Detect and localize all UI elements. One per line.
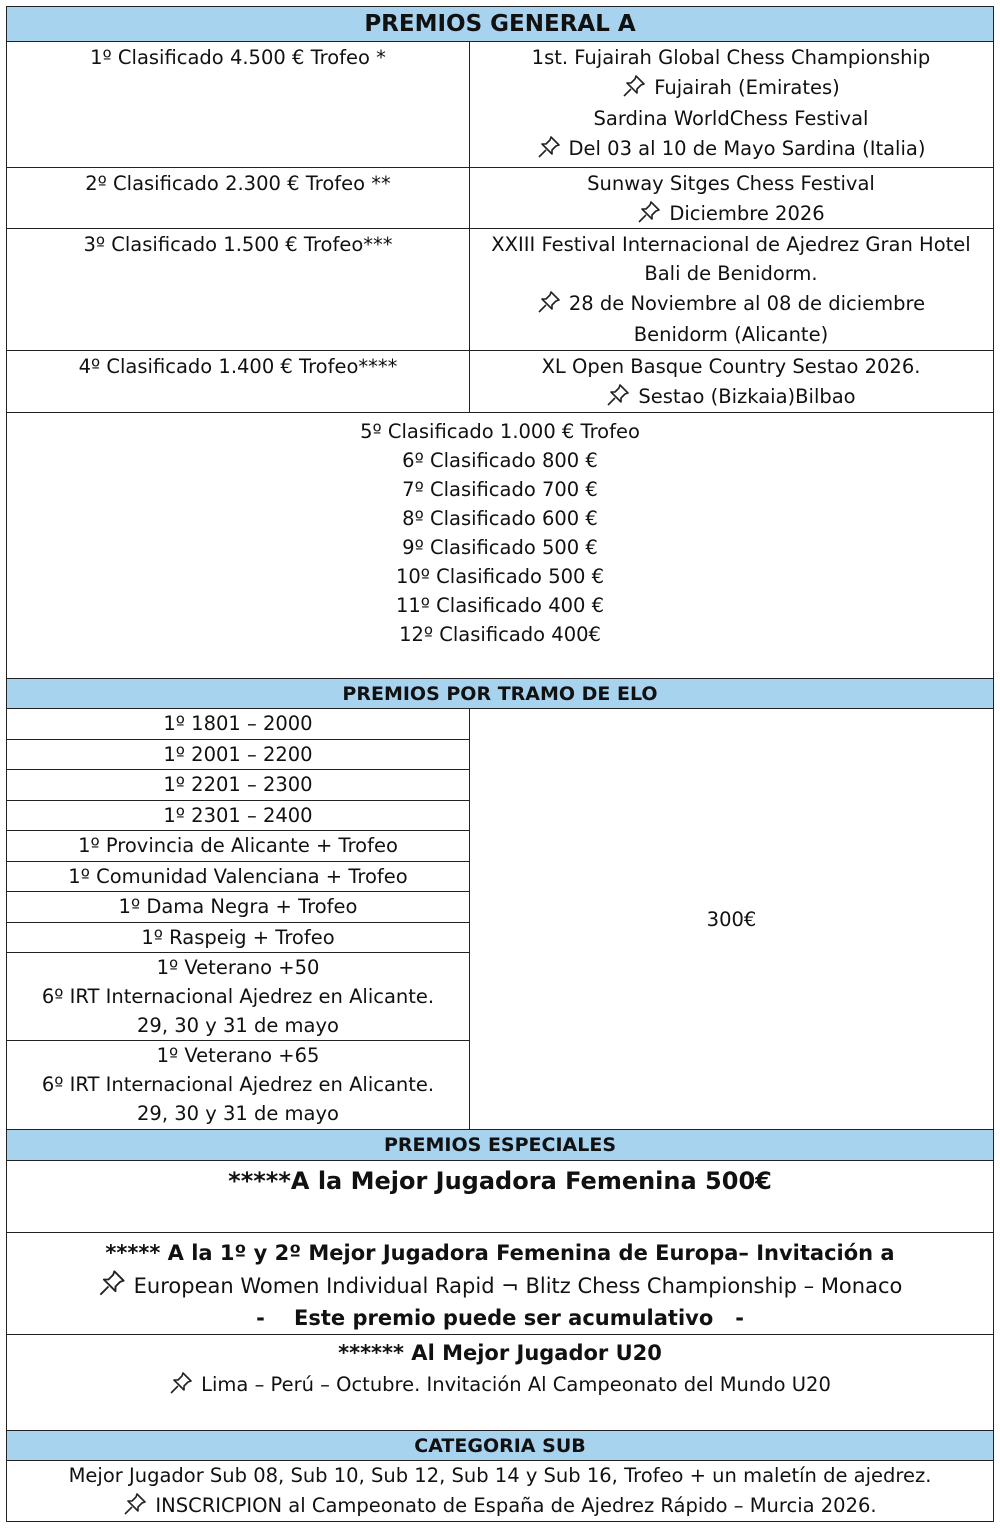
prize-event — [470, 351, 992, 412]
elo-item-line: 1º Comunidad Valenciana + Trofeo — [68, 864, 408, 888]
elo-item-line: 1º Veterano +65 — [156, 1044, 320, 1067]
elo-item — [7, 709, 469, 740]
remaining-prizes — [6, 413, 994, 679]
event-line: Bali de Benidorm. — [644, 262, 818, 285]
pushpin-icon — [606, 383, 630, 407]
elo-item — [7, 770, 469, 801]
prize-event — [470, 229, 992, 350]
general-row — [6, 229, 994, 351]
u20-title: ****** Al Mejor Jugador U20 — [338, 1341, 662, 1365]
elo-item — [7, 892, 469, 923]
remaining-prize-item: 6º Clasificado 800 € — [402, 449, 598, 472]
prize-table — [6, 6, 994, 1522]
remaining-prize-item: 10º Clasificado 500 € — [395, 565, 605, 588]
elo-header — [6, 679, 994, 709]
elo-item — [7, 953, 469, 1041]
pushpin-icon — [123, 1492, 147, 1516]
europa-prize — [6, 1233, 994, 1335]
elo-header-label: PREMIOS POR TRAMO DE ELO — [342, 682, 658, 705]
sub-header-label: CATEGORIA SUB — [414, 1434, 586, 1457]
u20-event: Lima – Perú – Octubre. Invitación Al Campeonato del Mundo U20 — [201, 1373, 831, 1396]
event-line: Benidorm (Alicante) — [633, 323, 829, 346]
remaining-prize-item: 5º Clasificado 1.000 € Trofeo — [360, 420, 640, 443]
elo-section — [6, 709, 994, 1130]
elo-item — [7, 923, 469, 954]
elo-item-line: 6º IRT Internacional Ajedrez en Alicante. — [41, 1073, 435, 1096]
general-row — [6, 351, 994, 413]
event-line: Del 03 al 10 de Mayo Sardina (Italia) — [568, 137, 926, 160]
remaining-prize-item: 9º Clasificado 500 € — [402, 536, 598, 559]
pushpin-icon — [537, 135, 561, 159]
general-header-label: PREMIOS GENERAL A — [364, 11, 636, 37]
sub-line1: Mejor Jugador Sub 08, Sub 10, Sub 12, Sub 14 y Sub 16, Trofeo + un maletín de ajedrez. — [68, 1464, 932, 1487]
event-line: Sunway Sitges Chess Festival — [587, 172, 875, 195]
prize-event — [470, 42, 992, 167]
pushpin-icon — [622, 74, 646, 98]
elo-item-line: 1º 2001 – 2200 — [163, 742, 313, 766]
especiales-header — [6, 1130, 994, 1161]
remaining-prize-item: 12º Clasificado 400€ — [399, 623, 601, 646]
europa-note: - Este premio puede ser acumulativo - — [256, 1306, 744, 1330]
elo-item-line: 29, 30 y 31 de mayo — [137, 1102, 339, 1125]
general-row — [6, 42, 994, 168]
pushpin-icon — [537, 290, 561, 314]
elo-item — [7, 801, 469, 832]
remaining-prize-item: 11º Clasificado 400 € — [395, 594, 605, 617]
elo-item-line: 1º Raspeig + Trofeo — [141, 925, 335, 949]
elo-item-line: 1º Provincia de Alicante + Trofeo — [78, 834, 398, 857]
elo-item-line: 1º Dama Negra + Trofeo — [118, 895, 358, 918]
u20-prize — [6, 1335, 994, 1431]
especiales-header-label: PREMIOS ESPECIALES — [383, 1134, 617, 1156]
elo-item-line: 1º 2201 – 2300 — [163, 773, 313, 796]
femenina-prize — [6, 1161, 994, 1233]
pushpin-icon — [169, 1371, 193, 1395]
femenina-prize-text: *****A la Mejor Jugadora Femenina 500€ — [228, 1167, 772, 1195]
elo-item-line: 1º 2301 – 2400 — [163, 803, 313, 827]
event-line: Sardina WorldChess Festival — [593, 107, 869, 130]
general-row — [6, 168, 994, 229]
prize-event — [470, 168, 992, 228]
elo-item — [7, 862, 469, 893]
general-header — [6, 6, 994, 42]
elo-amount: 300€ — [706, 907, 757, 931]
prize-label: 4º Clasificado 1.400 € Trofeo**** — [7, 351, 470, 412]
event-line: Fujairah (Emirates) — [654, 76, 840, 99]
prize-label: 1º Clasificado 4.500 € Trofeo * — [7, 42, 470, 167]
event-line: XXIII Festival Internacional de Ajedrez Gran Hotel — [491, 233, 971, 256]
elo-item — [7, 831, 469, 862]
remaining-prize-item: 7º Clasificado 700 € — [402, 478, 598, 501]
elo-item-line: 1º 1801 – 2000 — [163, 712, 313, 735]
europa-title: ***** A la 1º y 2º Mejor Jugadora Femenina de Europa– Invitación a — [105, 1241, 895, 1265]
elo-item — [7, 1041, 469, 1129]
event-line: 1st. Fujairah Global Chess Championship — [531, 46, 931, 69]
event-line: 28 de Noviembre al 08 de diciembre — [568, 292, 926, 315]
pushpin-icon — [637, 200, 661, 224]
europa-event: European Women Individual Rapid ¬ Blitz Chess Championship – Monaco — [133, 1274, 903, 1298]
sub-line2: INSCRICPION al Campeonato de España de Ajedrez Rápido – Murcia 2026. — [155, 1494, 877, 1517]
sub-prize — [6, 1461, 994, 1522]
elo-item — [7, 740, 469, 771]
prize-label: 3º Clasificado 1.500 € Trofeo*** — [7, 229, 470, 350]
event-line: Diciembre 2026 — [669, 202, 825, 225]
elo-item-line: 1º Veterano +50 — [156, 956, 320, 979]
event-line: XL Open Basque Country Sestao 2026. — [541, 355, 921, 378]
pushpin-icon — [98, 1269, 126, 1297]
sub-header — [6, 1431, 994, 1461]
elo-item-line: 29, 30 y 31 de mayo — [137, 1014, 339, 1037]
prize-label: 2º Clasificado 2.300 € Trofeo ** — [7, 168, 470, 228]
elo-item-line: 6º IRT Internacional Ajedrez en Alicante. — [41, 985, 435, 1008]
remaining-prize-item: 8º Clasificado 600 € — [402, 507, 598, 530]
event-line: Sestao (Bizkaia)Bilbao — [638, 385, 856, 408]
